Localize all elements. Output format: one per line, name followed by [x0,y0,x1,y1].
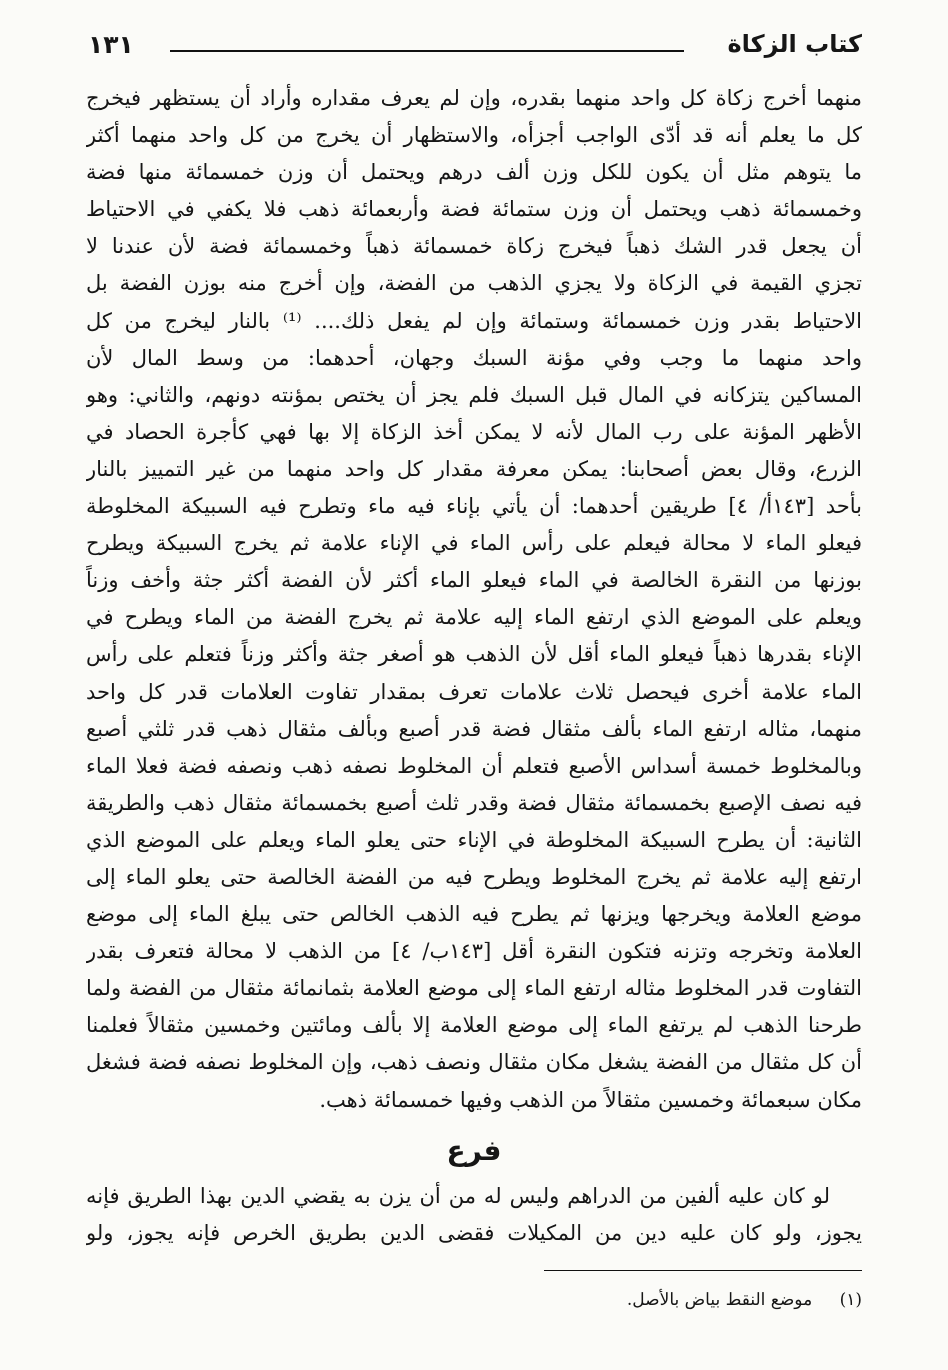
text-line: الزرع، وقال بعض أصحابنا: يمكن معرفة مقدار كل واحد منهما من غير التمييز بالنار [86,456,862,481]
section-heading: فرع [446,1134,502,1167]
text-line: وبالمخلوط خمسة أسداس الأصبع فتعلم أن المخلوط نصفه ذهب ونصفه فضة فعلا الماء [86,753,862,778]
text-line: الأظهر المؤنة على رب المال لأنه لا يمكن أخذ الزكاة إلا بها فهي كأجرة الحصاد في [86,419,862,444]
text-line: مكان سبعمائة وخمسين مثقالاً من الذهب وفيها خمسمائة ذهب. [319,1087,862,1112]
text-line: المساكين يتزكانه في المال قبل السبك فلم يجز أن يختص بمؤنته دونهم، والثاني: وهو [86,382,862,407]
text-line: ما يتوهم مثل أن يكون للكل وزن ألف درهم ويحتمل أن وزن خمسمائة منها فضة [86,160,862,185]
text-line: يجوز، ولو كان عليه دين من المكيلات فقضى الدين بطريق الخرص فإنه يجوز، ولو [86,1221,862,1246]
text-line: أن يجعل قدر الشك ذهباً فيخرج زكاة خمسمائة ذهباً وخمسمائة فضة لأن عندنا لا [86,234,862,259]
body-text [86,80,862,1119]
text-line: وخمسمائة ذهب ويحتمل أن وزن ستمائة فضة وأربعمائة ذهب فلا يكفي في الاحتياط [86,197,862,222]
text-line: الماء علامة أخرى فيحصل ثلاث علامات تعرف بمقدار تفاوت العلامات قدر كل واحد [86,679,862,704]
text-line: فيعلو الماء لا محالة فيعلم على رأس الماء في الإناء علامة ثم يخرج السبيكة ويطرح [86,531,862,556]
text-line: منهما، مثاله ارتفع الماء بألف مثقال فضة قدر أصبع وبألف مثقال ذهب قدر ثلثي أصبع [86,716,862,741]
text-line: بأحد [١٤٣أ/ ٤] طريقين أحدهما: أن يأتي بإناء فيه ماء وتطرح فيه السبيكة المخلوطة [86,494,862,519]
header-rule [170,50,684,52]
text-line: العلامة وتخرجه وتزنه فتكون النقرة أقل [١٤٣ب/ ٤] من الذهب لا محالة فتعرف بقدر [86,939,862,964]
branch-text [86,1178,862,1252]
text-line: التفاوت قدر المخلوط مثاله ارتفع الماء إلى موضع العلامة بثمانمائة مثقال من الفضة ولما [86,976,862,1001]
footnote-rule [544,1270,862,1271]
page-number: ١٣١ [88,30,134,59]
text-line: ويعلم على الموضع الذي ارتفع الماء إليه علامة ثم يخرج الفضة من الماء ويطرح في [86,605,862,630]
footnote [86,1290,862,1310]
text-line: طرحنا الذهب لم يرتفع الماء إلى موضع العلامة إلا بألف ومائتين وخمسين مثقالاً فعلمنا [86,1013,862,1038]
text-line: الثانية: أن يطرح السبيكة المخلوطة في الإناء حتى يعلو الماء ويعلم على الموضع الذي [86,827,862,852]
text-line: لو كان عليه ألفين من الدراهم وليس له من أن يزن به يقضي الدين بهذا الطريق فإنه [86,1184,830,1208]
text-line: واحد منهما ما وجب وفي مؤنة السبك وجهان، أحدهما: من وسط المال لأن [86,345,862,370]
text-line: منهما أخرج زكاة كل واحد منهما بقدره، وإن لم يعرف مقداره وأراد أن يستظهر فيخرج [86,86,862,110]
text-line: الإناء بقدرها ذهباً فيعلو الماء أقل لأن الذهب هو أصغر جثة وأكثر وزناً فتعلم على رأس [86,642,862,667]
running-title: كتاب الزكاة [727,30,862,58]
text-line: فيه نصف الإصبع بخمسمائة مثقال فضة وقدر ثلث أصبع بخمسمائة مثقال ذهب والطريقة [86,790,862,815]
text-line: تجزي القيمة في الزكاة ولا يجزي الذهب من الفضة، وإن أخرج منه بوزن الفضة بل [86,271,862,296]
text-line: أن كل مثقال من الفضة يشغل مكان مثقال ونصف ذهب، وإن المخلوط نصفه فضة فشغل [86,1050,862,1075]
text-line: بوزنها من النقرة الخالصة في الماء فيعلو الماء أكثر لأن الفضة أكثر جثة وأخف وزناً [86,568,862,593]
footnote-text: موضع النقط بياض بالأصل. [626,1290,813,1310]
text-line: ارتفع إليه علامة ثم يخرج المخلوط ويطرح فيه من الفضة الخالصة حتى يعلو الماء إلى [86,864,862,889]
footnote-number: (١) [839,1290,862,1310]
text-line: الاحتياط بقدر وزن خمسمائة وستمائة وإن لم يفعل ذلك.... ⁽¹⁾ بالنار ليخرج من كل [86,308,862,333]
page-header [88,28,862,72]
text-line: كل ما يعلم أنه قد أدّى الواجب أجزأه، والاستظهار أن يخرج من كل واحد منهما أكثر [86,123,862,148]
text-line: موضع العلامة ويخرجها ويزنها ثم يطرح فيه الذهب الخالص حتى يبلغ الماء إلى موضع [86,902,862,927]
